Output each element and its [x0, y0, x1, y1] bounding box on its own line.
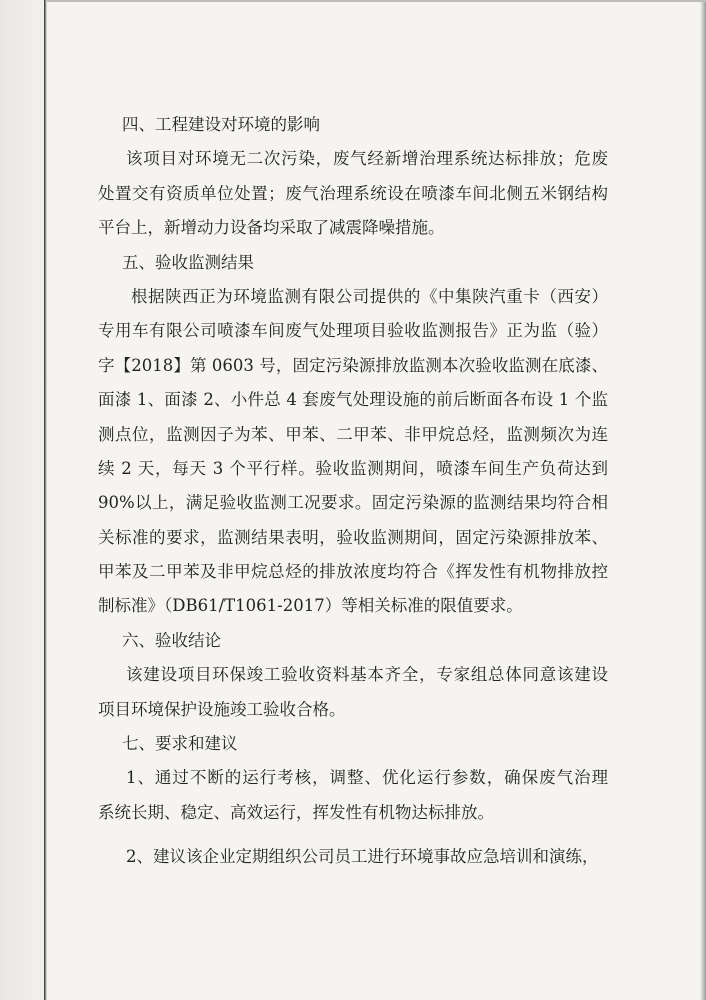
- paragraph-line: 系统长期、稳定、高效运行，挥发性有机物达标排放。: [98, 802, 494, 822]
- paragraph-line: 甲苯及二甲苯及非甲烷总烃的排放浓度均符合《挥发性有机物排放控: [98, 562, 608, 582]
- paragraph-line: 2、建议该企业定期组织公司员工进行环境事故应急培训和演练，: [126, 847, 599, 867]
- paragraph-line: 平台上，新增动力设备均采取了减震降噪措施。: [98, 218, 445, 238]
- section-heading-5: 五、验收监测结果: [122, 252, 254, 272]
- paragraph-line: 该建设项目环保竣工验收资料基本齐全，专家组总体同意该建设: [126, 665, 608, 685]
- section-heading-6: 六、验收结论: [122, 630, 221, 650]
- paragraph-line: 测点位，监测因子为苯、甲苯、二甲苯、非甲烷总烃，监测频次为连: [98, 424, 608, 444]
- page-left-shadow: [0, 0, 44, 1000]
- page-left-edge: [44, 0, 47, 1000]
- paragraph-line: 该项目对环境无二次污染，废气经新增治理系统达标排放；危废: [126, 149, 608, 169]
- paragraph-line: 处置交有资质单位处置；废气治理系统设在喷漆车间北侧五米钢结构: [98, 183, 608, 203]
- paragraph-line: 续 2 天，每天 3 个平行样。验收监测期间，喷漆车间生产负荷达到: [98, 458, 608, 478]
- section-heading-4: 四、工程建设对环境的影响: [122, 115, 320, 134]
- page-right-edge: [700, 0, 706, 1000]
- paragraph-line: 制标准》（DB61/T1061-2017）等相关标准的限值要求。: [98, 596, 523, 616]
- paragraph-line: 关标准的要求，监测结果表明，验收监测期间，固定污染源排放苯、: [98, 527, 608, 547]
- paragraph-line: 90%以上，满足验收监测工况要求。固定污染源的监测结果均符合相: [98, 493, 608, 513]
- paragraph-line: 1、通过不断的运行考核，调整、优化运行参数，确保废气治理: [126, 768, 608, 788]
- paragraph-line: 项目环境保护设施竣工验收合格。: [98, 699, 346, 719]
- paragraph-line: 字【2018】第 0603 号，固定污染源排放监测本次验收监测在底漆、: [98, 355, 608, 375]
- paragraph-gap: [98, 830, 608, 840]
- paragraph-line: 专用车有限公司喷漆车间废气处理项目验收监测报告》正为监（验）: [98, 321, 608, 341]
- paragraph-line: 根据陕西正为环境监测有限公司提供的《中集陕汽重卡（西安）: [131, 286, 608, 306]
- page-top-edge: [47, 0, 706, 2]
- document-body: [98, 108, 608, 875]
- section-heading-7: 七、要求和建议: [122, 734, 238, 754]
- paragraph-line: 面漆 1、面漆 2、小件总 4 套废气处理设施的前后断面各布设 1 个监: [98, 390, 608, 410]
